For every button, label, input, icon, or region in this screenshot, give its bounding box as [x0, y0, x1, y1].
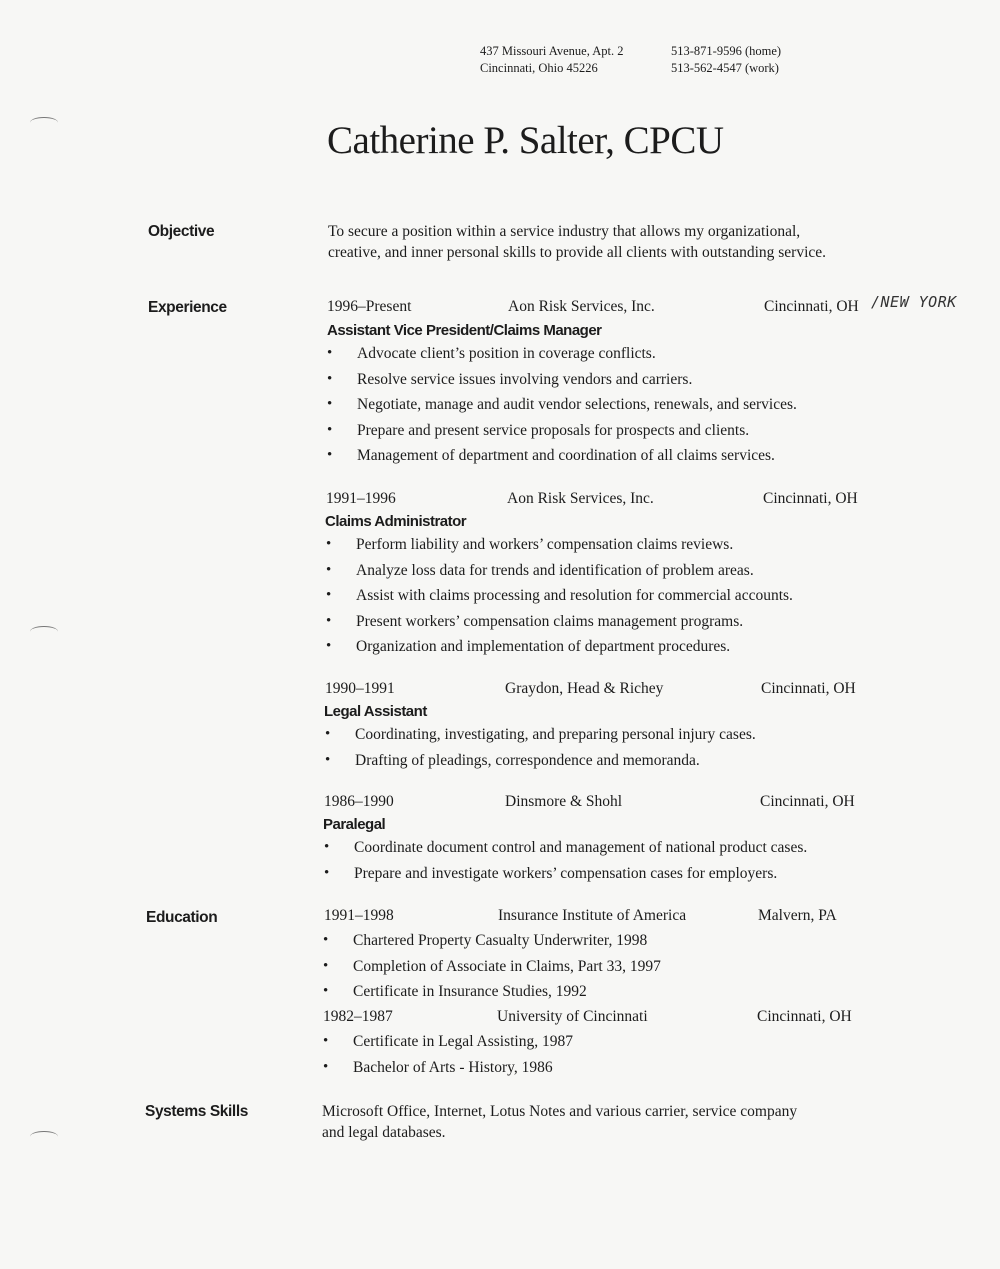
- job-company: Graydon, Head & Richey: [505, 680, 664, 697]
- list-item: • Advocate client’s position in coverage conflicts.: [327, 345, 797, 371]
- objective-text: [328, 221, 888, 263]
- job-location: Cincinnati, OH: [764, 298, 859, 315]
- school-location: Malvern, PA: [758, 907, 837, 924]
- list-item: • Management of department and coordination of all claims services.: [327, 447, 797, 473]
- school-bullets: [323, 932, 661, 1009]
- school-bullets: [323, 1033, 573, 1084]
- list-item: • Assist with claims processing and resolution for commercial accounts.: [326, 587, 793, 613]
- skills-line: Microsoft Office, Internet, Lotus Notes and various carrier, service company: [322, 1103, 798, 1120]
- list-item: • Resolve service issues involving vendors and carriers.: [327, 371, 797, 397]
- list-item: • Perform liability and workers’ compensation claims reviews.: [326, 536, 793, 562]
- job-bullets: [326, 536, 793, 664]
- school-header: [324, 907, 884, 927]
- job-title: Legal Assistant: [324, 703, 427, 720]
- job-dates: 1990–1991: [325, 680, 395, 697]
- list-item: • Coordinating, investigating, and preparing personal injury cases.: [325, 726, 756, 752]
- experience-heading: Experience: [148, 299, 227, 316]
- list-item: • Chartered Property Casualty Underwriter, 1998: [323, 932, 661, 958]
- job-dates: 1986–1990: [324, 793, 394, 810]
- punch-mark: [30, 626, 58, 637]
- job-title: Paralegal: [323, 816, 386, 833]
- job-company: Aon Risk Services, Inc.: [508, 298, 655, 315]
- skills-heading: Systems Skills: [145, 1103, 248, 1120]
- phone-work: 513-562-4547 (work): [671, 61, 779, 75]
- list-item: • Drafting of pleadings, correspondence and memoranda.: [325, 752, 756, 778]
- job-company: Aon Risk Services, Inc.: [507, 490, 654, 507]
- job-header: [327, 298, 887, 318]
- job-title: Claims Administrator: [325, 513, 467, 530]
- address-block: [480, 43, 624, 77]
- punch-mark: [30, 117, 58, 128]
- school-dates: 1982–1987: [323, 1008, 393, 1025]
- list-item: • Certificate in Legal Assisting, 1987: [323, 1033, 573, 1059]
- school-location: Cincinnati, OH: [757, 1008, 852, 1025]
- punch-mark: [30, 1131, 58, 1142]
- skills-text: [322, 1101, 882, 1143]
- school-name: University of Cincinnati: [497, 1008, 648, 1025]
- phone-block: [671, 43, 781, 77]
- list-item: • Prepare and present service proposals for prospects and clients.: [327, 422, 797, 448]
- job-location: Cincinnati, OH: [760, 793, 855, 810]
- list-item: • Analyze loss data for trends and identification of problem areas.: [326, 562, 793, 588]
- job-location: Cincinnati, OH: [763, 490, 858, 507]
- phone-home: 513-871-9596 (home): [671, 44, 782, 58]
- list-item: • Present workers’ compensation claims management programs.: [326, 613, 793, 639]
- list-item: • Negotiate, manage and audit vendor selections, renewals, and services.: [327, 396, 797, 422]
- objective-line: creative, and inner personal skills to provide all clients with outstanding service.: [328, 244, 827, 261]
- objective-heading: Objective: [148, 223, 215, 240]
- job-company: Dinsmore & Shohl: [505, 793, 623, 810]
- job-header: [325, 680, 885, 700]
- skills-line: and legal databases.: [322, 1124, 446, 1141]
- job-dates: 1991–1996: [326, 490, 396, 507]
- objective-line: To secure a position within a service industry that allows my organizational,: [328, 223, 801, 240]
- address-line-1: 437 Missouri Avenue, Apt. 2: [480, 44, 624, 58]
- list-item: • Completion of Associate in Claims, Part 33, 1997: [323, 958, 661, 984]
- list-item: • Coordinate document control and management of national product cases.: [324, 839, 807, 865]
- job-bullets: [324, 839, 807, 890]
- job-header: [324, 793, 884, 813]
- job-header: [326, 490, 886, 510]
- job-bullets: [325, 726, 756, 777]
- education-heading: Education: [146, 909, 218, 926]
- address-line-2: Cincinnati, Ohio 45226: [480, 61, 598, 75]
- job-bullets: [327, 345, 797, 473]
- school-header: [323, 1008, 883, 1028]
- list-item: • Organization and implementation of department procedures.: [326, 638, 793, 664]
- list-item: • Prepare and investigate workers’ compensation cases for employers.: [324, 865, 807, 891]
- handwritten-note: /NEW YORK: [871, 293, 957, 311]
- school-dates: 1991–1998: [324, 907, 394, 924]
- list-item: • Bachelor of Arts - History, 1986: [323, 1059, 573, 1085]
- candidate-name: Catherine P. Salter, CPCU: [327, 119, 724, 162]
- school-name: Insurance Institute of America: [498, 907, 687, 924]
- list-item: • Certificate in Insurance Studies, 1992: [323, 983, 661, 1009]
- job-dates: 1996–Present: [327, 298, 412, 315]
- job-location: Cincinnati, OH: [761, 680, 856, 697]
- job-title: Assistant Vice President/Claims Manager: [327, 322, 602, 339]
